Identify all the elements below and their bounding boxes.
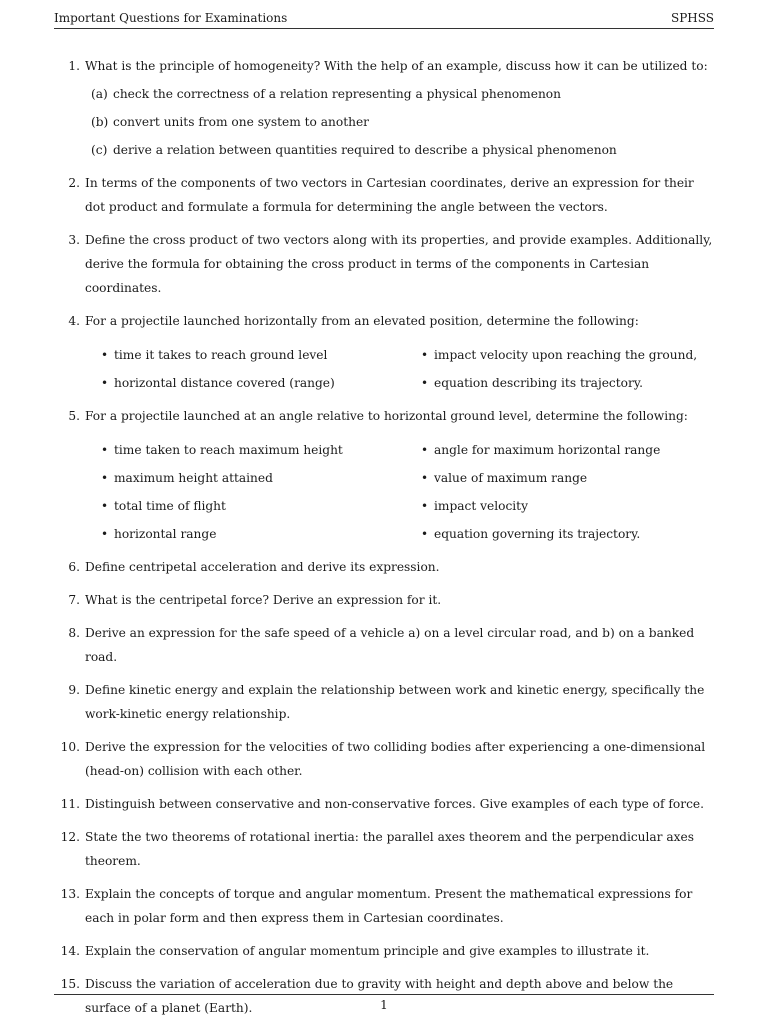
bullet-text: impact velocity	[434, 499, 528, 513]
sub-question-label: (c)	[91, 143, 108, 157]
bullet-item	[421, 494, 714, 518]
bullet-item	[421, 343, 714, 367]
question-5	[54, 404, 714, 546]
question-text: Derive an expression for the safe speed of a vehicle a) on a level circular road, and b) on a banked road.	[85, 626, 695, 664]
question-text: In terms of the components of two vectors in Cartesian coordinates, derive an expression for their dot product and formulate a formula for determining the angle between the vectors.	[85, 176, 694, 214]
bullet-dot: •	[101, 499, 109, 513]
bullet-dot: •	[421, 443, 429, 457]
question-text: For a projectile launched at an angle relative to horizontal ground level, determine the following:	[85, 409, 688, 423]
bullet-list	[85, 343, 714, 395]
question-8	[54, 621, 714, 669]
sub-question-a	[91, 82, 714, 106]
question-number: 3.	[68, 233, 80, 247]
question-text: Explain the conservation of angular momentum principle and give examples to illustrate it.	[85, 944, 650, 958]
question-10	[54, 735, 714, 783]
question-text: Define centripetal acceleration and derive its expression.	[85, 560, 440, 574]
question-4	[54, 309, 714, 395]
header-school: SPHSS	[671, 11, 714, 25]
bullet-list	[85, 438, 714, 546]
question-number: 7.	[68, 593, 80, 607]
question-number: 6.	[68, 560, 80, 574]
sub-question-text: convert units from one system to another	[113, 115, 369, 129]
question-text: Distinguish between conservative and non-conservative forces. Give examples of each type of force.	[85, 797, 704, 811]
bullet-item	[101, 466, 421, 490]
footer-divider	[54, 994, 714, 995]
question-9	[54, 678, 714, 726]
header-title: Important Questions for Examinations	[54, 11, 288, 25]
question-number: 9.	[68, 683, 80, 697]
sub-question-text: derive a relation between quantities required to describe a physical phenomenon	[113, 143, 617, 157]
sub-question-list	[85, 82, 714, 162]
question-text: Derive the expression for the velocities of two colliding bodies after experiencing a one-dimensional (head-on) collision with each other.	[85, 740, 706, 778]
bullet-dot: •	[421, 348, 429, 362]
question-7	[54, 588, 714, 612]
question-number: 5.	[68, 409, 80, 423]
question-6	[54, 555, 714, 579]
question-text: What is the principle of homogeneity? With the help of an example, discuss how it can be utilized to:	[85, 59, 708, 73]
bullet-item	[421, 438, 714, 462]
page-number: 1	[380, 998, 388, 1012]
bullet-dot: •	[101, 376, 109, 390]
question-text: Discuss the variation of acceleration due to gravity with height and depth above and below the surface of a planet (Earth).	[85, 977, 674, 1015]
question-number: 10.	[60, 740, 80, 754]
bullet-dot: •	[101, 471, 109, 485]
bullet-text: maximum height attained	[114, 471, 273, 485]
question-15	[54, 972, 714, 1020]
question-number: 15.	[60, 977, 80, 991]
question-2	[54, 171, 714, 219]
question-text: State the two theorems of rotational inertia: the parallel axes theorem and the perpendicular axes theorem.	[85, 830, 694, 868]
bullet-item	[421, 466, 714, 490]
question-3	[54, 228, 714, 300]
question-11	[54, 792, 714, 816]
question-14	[54, 939, 714, 963]
question-text: Define the cross product of two vectors along with its properties, and provide examples. Additionally, derive the formula for obtaining the cross product in terms of the components in Cartesian coordinates.	[85, 233, 713, 295]
sub-question-label: (a)	[91, 87, 108, 101]
bullet-text: time it takes to reach ground level	[114, 348, 328, 362]
question-number: 4.	[68, 314, 80, 328]
bullet-dot: •	[101, 527, 109, 541]
bullet-item	[421, 371, 714, 395]
bullet-item	[421, 522, 714, 546]
question-text: Explain the concepts of torque and angular momentum. Present the mathematical expressions for each in polar form and then express them in Cartesian coordinates.	[85, 887, 693, 925]
bullet-text: horizontal distance covered (range)	[114, 376, 335, 390]
sub-question-c	[91, 138, 714, 162]
question-text: What is the centripetal force? Derive an expression for it.	[85, 593, 442, 607]
question-13	[54, 882, 714, 930]
bullet-item	[101, 494, 421, 518]
sub-question-b	[91, 110, 714, 134]
question-text: Define kinetic energy and explain the relationship between work and kinetic energy, specifically the work-kinetic energy relationship.	[85, 683, 705, 721]
question-list	[54, 54, 714, 1029]
question-number: 12.	[60, 830, 80, 844]
bullet-dot: •	[101, 348, 109, 362]
bullet-text: total time of flight	[114, 499, 226, 513]
question-text: For a projectile launched horizontally from an elevated position, determine the following:	[85, 314, 639, 328]
bullet-item	[101, 438, 421, 462]
question-number: 11.	[60, 797, 80, 811]
question-number: 14.	[60, 944, 80, 958]
bullet-dot: •	[421, 376, 429, 390]
question-1	[54, 54, 714, 162]
bullet-text: time taken to reach maximum height	[114, 443, 343, 457]
question-number: 1.	[68, 59, 80, 73]
bullet-item	[101, 522, 421, 546]
bullet-text: equation governing its trajectory.	[434, 527, 641, 541]
bullet-item	[101, 343, 421, 367]
question-number: 8.	[68, 626, 80, 640]
bullet-text: equation describing its trajectory.	[434, 376, 643, 390]
question-number: 13.	[60, 887, 80, 901]
bullet-text: value of maximum range	[434, 471, 588, 485]
bullet-dot: •	[421, 527, 429, 541]
question-number: 2.	[68, 176, 80, 190]
bullet-text: angle for maximum horizontal range	[434, 443, 661, 457]
bullet-text: impact velocity upon reaching the ground,	[434, 348, 698, 362]
bullet-text: horizontal range	[114, 527, 217, 541]
page-header	[54, 10, 714, 29]
question-12	[54, 825, 714, 873]
bullet-dot: •	[101, 443, 109, 457]
bullet-dot: •	[421, 471, 429, 485]
bullet-dot: •	[421, 499, 429, 513]
sub-question-text: check the correctness of a relation representing a physical phenomenon	[113, 87, 561, 101]
bullet-item	[101, 371, 421, 395]
sub-question-label: (b)	[91, 115, 109, 129]
